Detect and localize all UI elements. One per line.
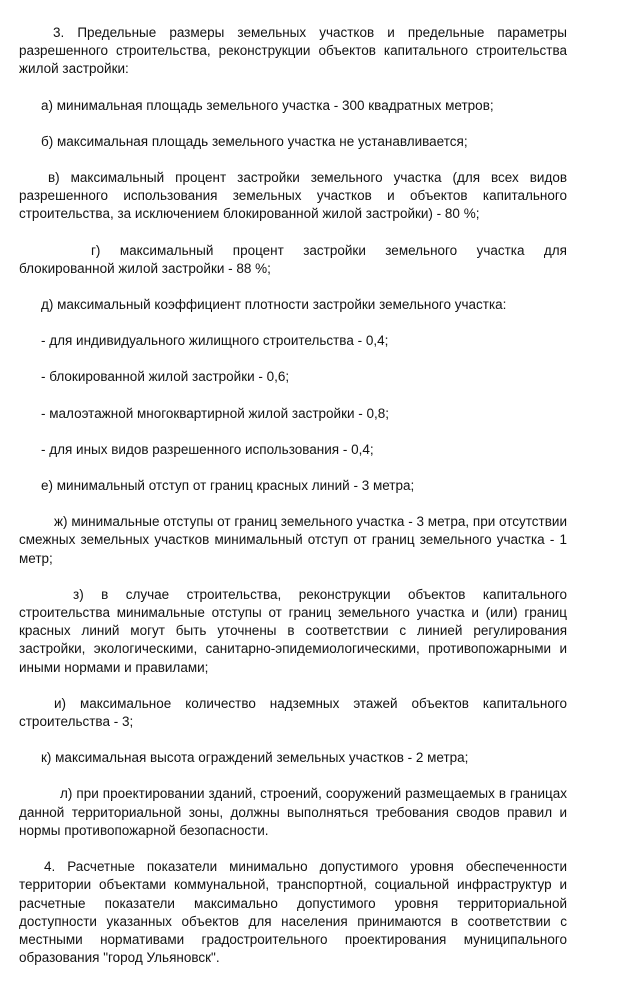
item-b: б) максимальная площадь земельного участка не устанавливается;	[41, 133, 468, 149]
item-l: л) при проектировании зданий, строений, сооружений размещаемых в границах данной территориальной зоны, должны выполняться требования сводов правил и нормы противопожарной безопасности.	[19, 786, 567, 838]
item-d-subitem-4: - для иных видов разрешенного использования - 0,4;	[41, 441, 374, 457]
item-d-subitem-2: - блокированной жилой застройки - 0,6;	[41, 369, 290, 385]
section-3-heading: 3. Предельные размеры земельных участков и предельные параметры разрешенного строительства, реконструкции объектов капитального строительства жилой застройки:	[19, 25, 567, 77]
item-d: д) максимальный коэффициент плотности застройки земельного участка:	[41, 297, 507, 313]
item-e: е) минимальный отступ от границ красных линий - 3 метра;	[41, 478, 415, 494]
section-4-text: 4. Расчетные показатели минимально допустимого уровня обеспеченности территории объектами коммунальной, транспортной, социальной инфраструктур и расчетные показатели максимально допустимого уровня территориальной доступности указанных объектов для населения принимаются в соответствии с местными нормативами градостроительного проектирования муниципального образования "город Ульяновск".	[19, 859, 567, 966]
item-k: к) максимальная высота ограждений земельных участков - 2 метра;	[41, 750, 469, 766]
item-g: г) максимальный процент застройки земельного участка для блокированной жилой застройки - 88 %;	[19, 242, 567, 276]
item-d-subitem-1: - для индивидуального жилищного строительства - 0,4;	[41, 333, 389, 349]
item-zh: ж) минимальные отступы от границ земельного участка - 3 метра, при отсутствии смежных земельных участков минимальный отступ от границ земельного участка - 1 метр;	[19, 514, 567, 566]
item-z: з) в случае строительства, реконструкции объектов капитального строительства минимальные отступы от границ земельного участка и (или) границ красных линий могут быть уточнены в соответствии с линией регулирования застройки, экологическими, санитарно-эпидемиологическими, противопожарными и иными нормами и правилами;	[19, 586, 567, 675]
item-i: и) максимальное количество надземных этажей объектов капитального строительства - 3;	[19, 695, 567, 730]
item-a: а) минимальная площадь земельного участка - 300 квадратных метров;	[41, 97, 494, 113]
document-page	[19, 24, 567, 967]
item-v: в) максимальный процент застройки земельного участка (для всех видов разрешенного использования земельных участков и объектов капитального строительства, за исключением блокированной жилой застройки) - 80 %;	[19, 170, 567, 222]
item-d-subitem-3: - малоэтажной многоквартирной жилой застройки - 0,8;	[41, 405, 390, 421]
